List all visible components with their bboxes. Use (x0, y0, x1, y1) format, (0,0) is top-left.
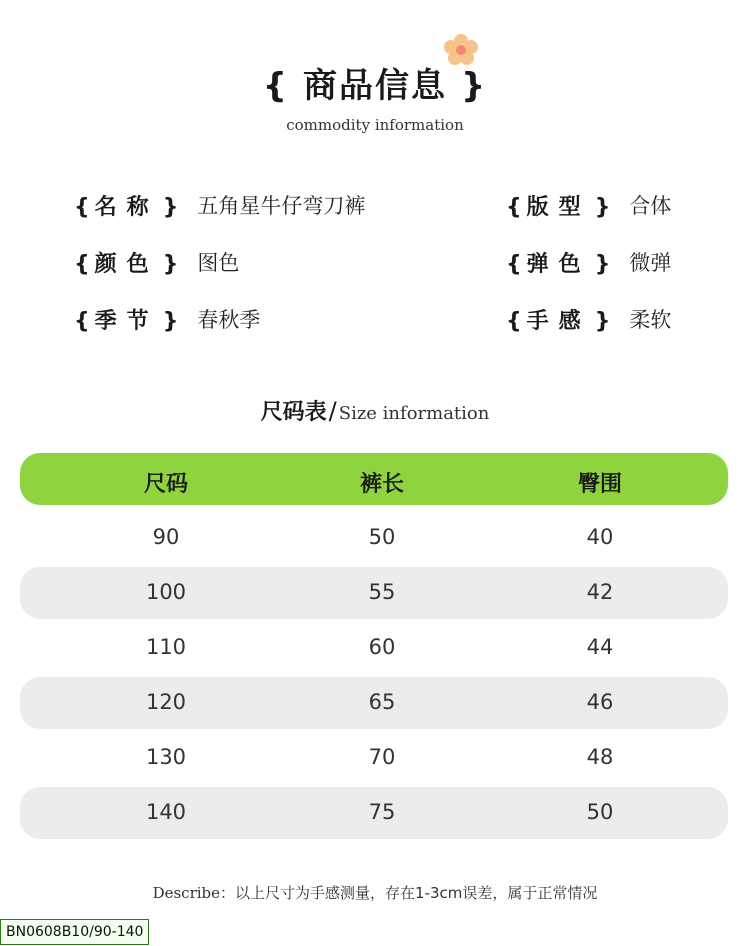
title-brace-close: } (461, 66, 488, 106)
table-cell: 42 (586, 580, 614, 604)
info-row-color (70, 245, 239, 279)
table-cell: 46 (586, 690, 614, 714)
table-cell: 120 (145, 690, 187, 714)
flower-icon (444, 33, 478, 65)
table-row (20, 732, 728, 784)
title-brace-open: { (262, 66, 289, 106)
info-label: { 季节 } (74, 308, 180, 334)
info-value: 微弹 (629, 251, 672, 275)
info-row-name (70, 188, 365, 222)
describe-sep: ： (220, 884, 236, 902)
size-title-zh: 尺码表 (260, 400, 327, 425)
table-cell: 90 (152, 525, 180, 549)
table-row (20, 677, 728, 729)
info-value: 五角星牛仔弯刀裤 (197, 194, 366, 218)
size-section-title (0, 395, 750, 426)
table-cell: 100 (145, 580, 187, 604)
table-cell: 140 (145, 800, 187, 824)
describe-text: 以上尺寸为手感测量，存在1-3cm误差，属于正常情况 (235, 884, 598, 902)
header-cell-hip: 臀围 (577, 472, 622, 497)
table-row (20, 512, 728, 564)
table-cell: 55 (368, 580, 396, 604)
table-cell: 50 (368, 525, 396, 549)
info-value: 合体 (629, 194, 672, 218)
info-label: { 颜色 } (74, 251, 180, 277)
info-label: { 名称 } (74, 194, 180, 220)
table-row (20, 567, 728, 619)
info-label: { 版型 } (506, 194, 612, 220)
page-subtitle: commodity information (286, 116, 464, 134)
info-row-season (70, 302, 260, 336)
size-title-en: Size information (338, 403, 490, 424)
info-label: { 手感 } (506, 308, 612, 334)
table-cell: 60 (368, 635, 396, 659)
table-cell: 65 (368, 690, 396, 714)
describe-note (0, 882, 750, 903)
table-cell: 110 (145, 635, 187, 659)
info-row-stretch (502, 245, 671, 279)
table-cell: 48 (586, 745, 614, 769)
size-title-slash: / (328, 397, 337, 425)
info-value: 春秋季 (197, 308, 261, 332)
info-value: 图色 (197, 251, 240, 275)
size-table-header (20, 453, 728, 505)
product-code-tag: BN0608B10/90-140 (0, 919, 149, 945)
info-row-fit (502, 188, 671, 222)
table-row (20, 622, 728, 674)
table-cell: 44 (586, 635, 614, 659)
info-value: 柔软 (629, 308, 672, 332)
header-cell-size: 尺码 (143, 472, 188, 497)
table-cell: 130 (145, 745, 187, 769)
table-cell: 70 (368, 745, 396, 769)
info-label: { 弹色 } (506, 251, 612, 277)
table-cell: 50 (586, 800, 614, 824)
table-row (20, 787, 728, 839)
header-cell-length: 裤长 (359, 472, 404, 497)
info-row-feel (502, 302, 671, 336)
table-cell: 75 (368, 800, 396, 824)
describe-label: Describe (152, 884, 221, 902)
title-text: 商品信息 (303, 66, 447, 106)
table-cell: 40 (586, 525, 614, 549)
page-title (0, 58, 750, 107)
